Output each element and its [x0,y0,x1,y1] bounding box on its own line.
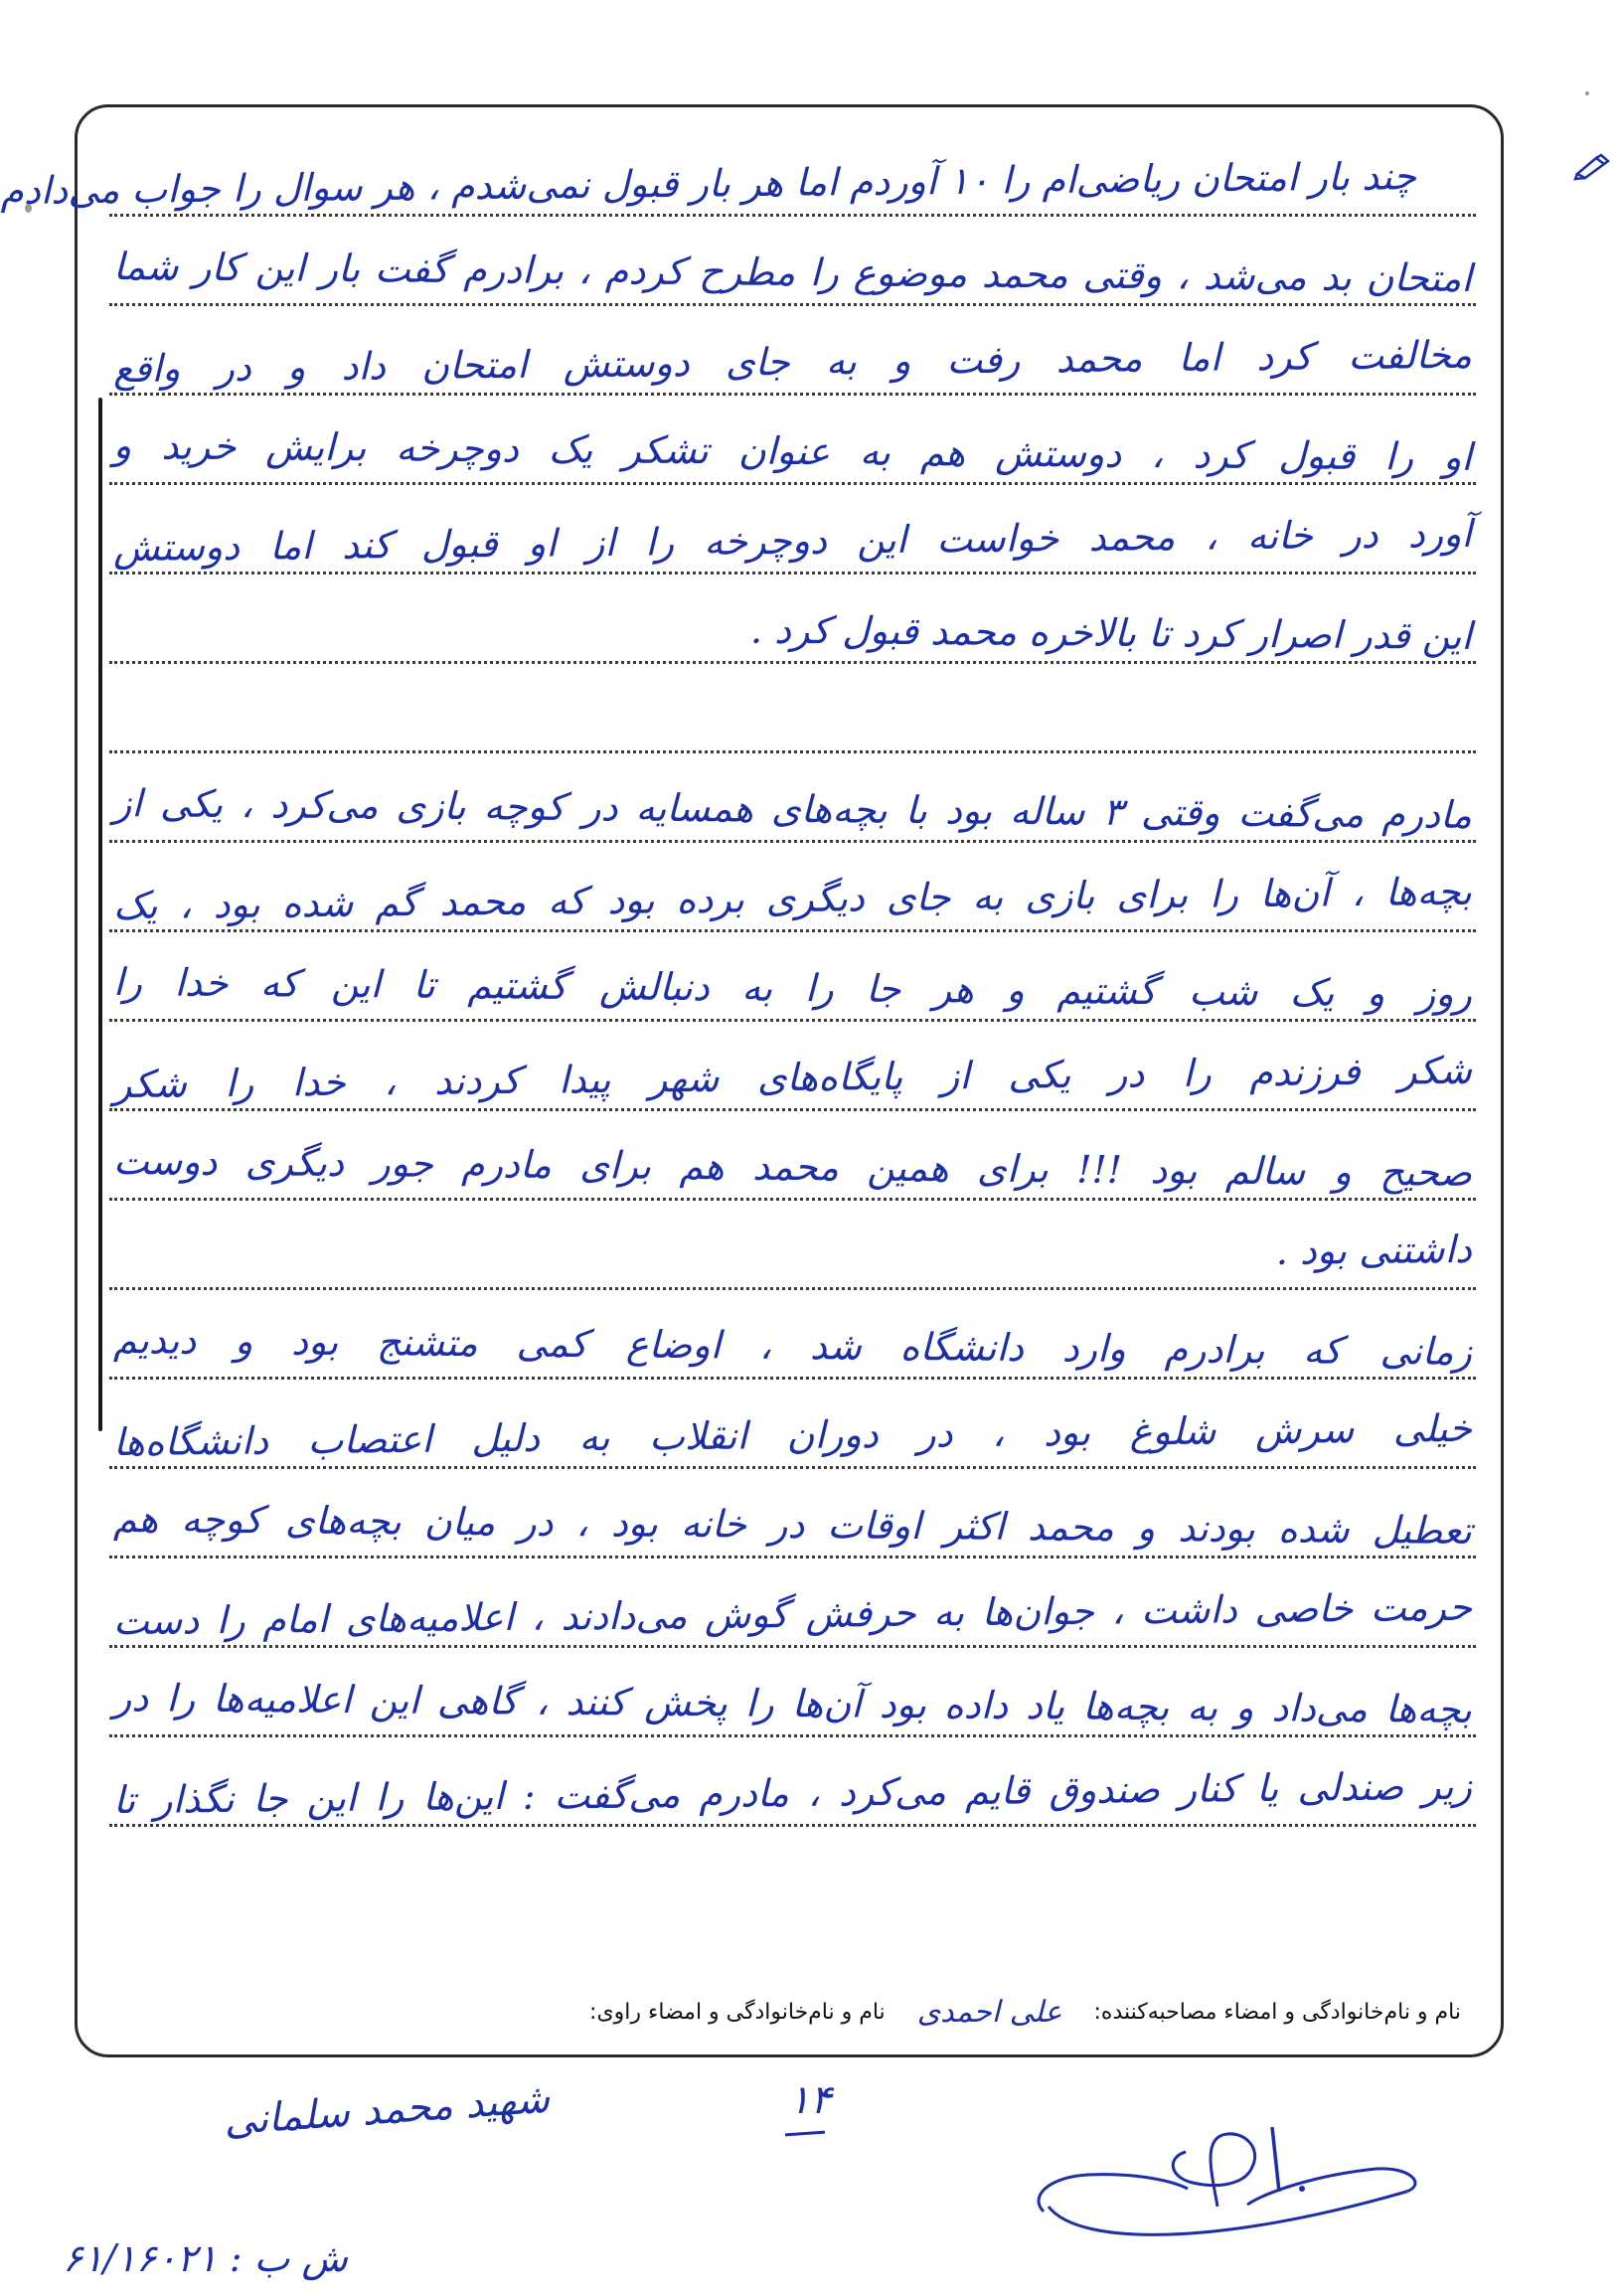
handwritten-text-area [0,127,1476,1941]
text-line [109,1022,1476,1111]
line-text: داشتنی بود . [1275,1227,1473,1273]
signature [1019,2097,1436,2246]
interviewer-label: نام و نام‌خانوادگی و امضاء مصاحبه‌کننده: [1093,1999,1461,2025]
text-line [109,396,1476,485]
line-text: بچه‌ها ، آن‌ها را برای بازی به جای دیگری برده بود که محمد گم شده بود ، یک [112,869,1473,928]
text-line [109,1380,1476,1469]
file-number: ش ب : ۶۱/۱۶۰۲۱ [63,2236,348,2280]
text-line [109,217,1476,306]
line-text: امتحان بد می‌شد ، وقتی محمد موضوع را مطرح کردم ، برادرم گفت بار این کار شما [112,245,1473,300]
text-line [109,753,1476,843]
line-text: شکر فرزندم را در یکی از پایگاه‌های شهر پیدا کردند ، خدا را شکر [112,1048,1473,1107]
line-text: تعطیل شده بودند و محمد اکثر اوقات در خانه بود ، در میان بچه‌های کوچه هم [112,1497,1473,1553]
scan-speck [1585,91,1589,95]
line-text: روز و یک شب گشتیم و هر جا را به دنبالش گشتیم تا این که خدا را [112,960,1473,1016]
martyr-name: شهید محمد سلمانی [222,2075,552,2145]
text-line [109,306,1476,396]
text-line [0,127,1476,217]
text-line [109,485,1476,574]
text-line [109,1558,1476,1648]
interviewer-name: علی احمدی [916,1994,1062,2030]
line-text: او را قبول کرد ، دوستش هم به عنوان تشکر یک دوچرخه برایش خرید و [112,423,1473,479]
line-text: زیر صندلی یا کنار صندوق قایم می‌کرد ، مادرم می‌گفت : این‌ها را این جا نگذار تا [112,1763,1473,1823]
margin-line [98,398,102,1431]
text-line [109,1201,1476,1290]
text-line [109,574,1476,664]
text-line [109,932,1476,1022]
text-line [109,1648,1476,1737]
blank-line [109,664,1476,753]
text-line [109,1737,1476,1827]
line-text: چند بار امتحان ریاضی‌ام را ۱۰ آوردم اما هر بار قبول نمی‌شدم ، هر سوال را جواب می‌دادم [0,154,1417,214]
narrator-label: نام و نام‌خانوادگی و امضاء راوی: [589,1999,886,2025]
text-line [109,1290,1476,1380]
signature-fields [109,1988,1461,2036]
text-line [109,843,1476,932]
line-text: حرمت خاصی داشت ، جوان‌ها به حرفش گوش می‌دادند ، اعلامیه‌های امام را دست [112,1584,1473,1644]
line-text: خیلی سرش شلوغ بود ، در دوران انقلاب به دلیل اعتصاب دانشگاه‌ها [112,1405,1473,1465]
line-text: مادرم می‌گفت وقتی ۳ ساله بود با بچه‌های همسایه در کوچه بازی می‌کرد ، یکی از [112,781,1473,837]
text-line [109,1469,1476,1558]
line-text: مخالفت کرد اما محمد رفت و به جای دوستش امتحان داد و در واقع [112,332,1473,392]
pencil-icon [1574,154,1610,180]
line-text: زمانی که برادرم وارد دانشگاه شد ، اوضاع کمی متشنج بود و دیدیم [112,1318,1473,1374]
page-number: ۱۴ [788,2077,832,2123]
line-text: این قدر اصرار کرد تا بالاخره محمد قبول کرد . [749,607,1473,658]
page-number-underline [785,2131,825,2137]
line-text: صحیح و سالم بود !!! برای همین محمد هم برای مادرم جور دیگری دوست [112,1139,1473,1195]
line-text: بچه‌ها می‌داد و به بچه‌ها یاد داده بود آن‌ها را پخش کنند ، گاهی این اعلامیه‌ها را در [112,1676,1473,1731]
text-line [109,1111,1476,1201]
line-text: آورد در خانه ، محمد خواست این دوچرخه را از او قبول کند اما دوستش [112,511,1473,571]
